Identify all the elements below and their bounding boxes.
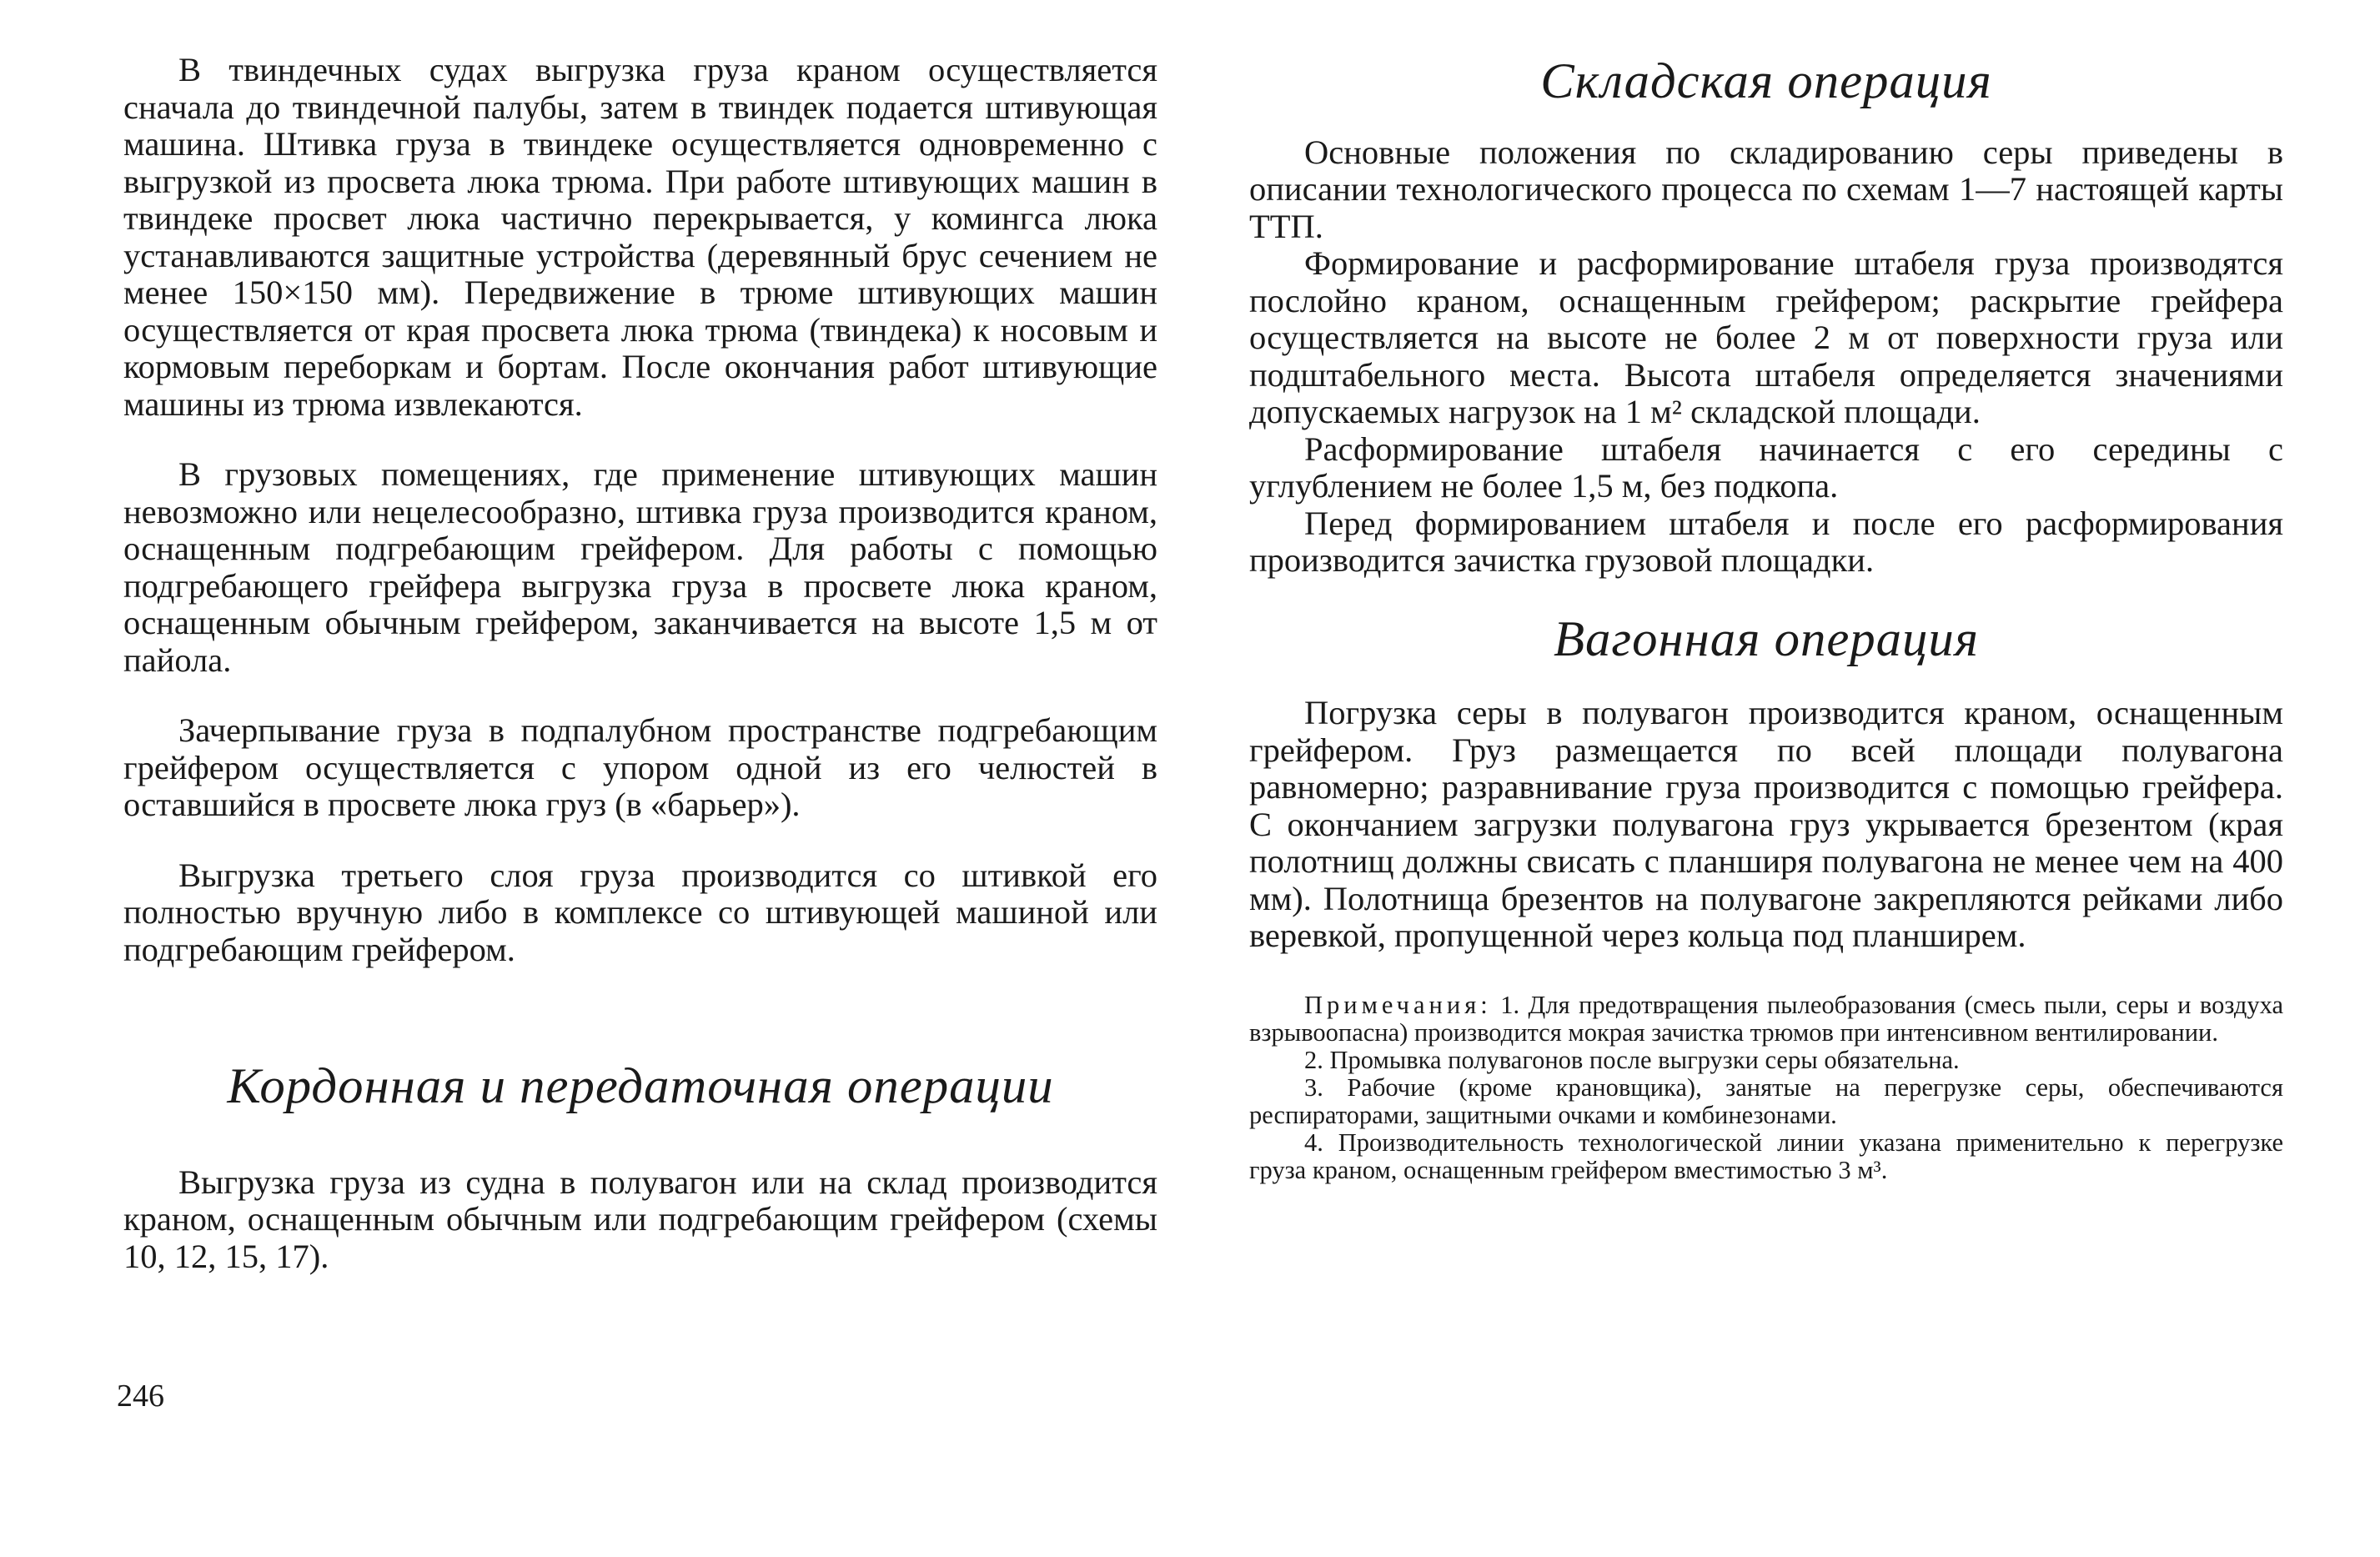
- paragraph-third-layer: Выгрузка третьего слоя груза производится со штивкой его полностью вручную либо в комплексе со штивующей машиной или подгребающим грейфером.: [123, 856, 1157, 968]
- note-2: 2. Промывка полувагонов после выгрузки серы обязательна.: [1304, 1045, 1960, 1074]
- section-title-cordon: Кордонная и передаточная операции: [227, 1058, 1054, 1114]
- right-column: [1249, 52, 2283, 1184]
- section-title-warehouse: Складская операция: [1540, 53, 1992, 109]
- section-title-wagon: Вагонная операция: [1553, 610, 1980, 667]
- notes-label: Примечания:: [1304, 990, 1492, 1019]
- paragraph-scooping: Зачерпывание груза в подпалубном пространстве подгребающим грейфером осуществляется с упором одной из его челюстей в оставшийся в просвете люка груз (в «барьер»).: [123, 711, 1157, 823]
- note-3: 3. Рабочие (кроме крановщика), занятые на перегрузке серы, обеспечиваются респираторами, защитными очками и комбинезонами.: [1249, 1072, 2283, 1129]
- paragraph-warehouse-3: Расформирование штабеля начинается с его середины с углублением не более 1,5 м, без подкопа.: [1249, 429, 2283, 505]
- note-1: [1249, 992, 2283, 1047]
- note-4: 4. Производительность технологической линии указана применительно к перегрузке груза краном, оснащенным грейфером вместимостью 3 м³.: [1249, 1128, 2283, 1184]
- note-1-text: 1. Для предотвращения пылеобразования (смесь пыли, серы и воздуха взрывоопасна) производится мокрая зачистка трюмов при интенсивном вентилировании.: [1249, 990, 2284, 1047]
- paragraph-cargo-spaces: В грузовых помещениях, где применение штивующих машин невозможно или нецелесообразно, штивка груза производится краном, оснащенным подгребающим грейфером. Для работы с помощью подгребающего грейфера выгрузка груза в просвете люка краном, оснащенным обычным грейфером, заканчивается на высоте 1,5 м от пайола.: [123, 455, 1157, 679]
- page-number: 246: [117, 1379, 164, 1414]
- notes-block: [1249, 992, 2283, 1184]
- paragraph-twindeck: В твиндечных судах выгрузка груза краном осуществляется сначала до твиндечной палубы, затем в твиндек подается штивующая машина. Штивка груза в твиндеке осуществляется одновременно с выгрузкой из просвета люка трюма. При работе штивующих машин в твиндеке просвет люка частично перекрывается, у комингса люка устанавливаются защитные устройства (деревянный брус сечением не менее 150×150 мм). Передвижение в трюме штивующих машин осуществляется от края просвета люка трюма (твиндека) к носовым и кормовым переборкам и бортам. После окончания работ штивующие машины из трюма извлекаются.: [123, 51, 1157, 423]
- paragraph-cordon: Выгрузка груза из судна в полувагон или на склад производится краном, оснащенным обычным или подгребающим грейфером (схемы 10, 12, 15, 17).: [123, 1163, 1157, 1275]
- paragraph-wagon: Погрузка серы в полувагон производится краном, оснащенным грейфером. Груз размещается по всей площади полувагона равномерно; разравнивание груза производится с помощью грейфера. С окончанием загрузки полувагона груз укрывается брезентом (края полотнищ должны свисать с планширя полувагона не менее чем на 400 мм). Полотнища брезентов на полувагоне закрепляются рейками либо веревкой, пропущенной через кольца под планширем.: [1249, 694, 2283, 954]
- left-column: [123, 52, 1157, 1275]
- paragraph-warehouse-1: Основные положения по складированию серы приведены в описании технологического процесса по схемам 1—7 настоящей карты ТТП.: [1249, 133, 2283, 245]
- paragraph-warehouse-4: Перед формированием штабеля и после его расформирования производится зачистка грузовой площадки.: [1249, 504, 2283, 579]
- paragraph-warehouse-2: Формирование и расформирование штабеля груза производятся послойно краном, оснащенным грейфером; раскрытие грейфера осуществляется на высоте не более 2 м от поверхности груза или подштабельного места. Высота штабеля определяется значениями допускаемых нагрузок на 1 м² складской площади.: [1249, 244, 2283, 430]
